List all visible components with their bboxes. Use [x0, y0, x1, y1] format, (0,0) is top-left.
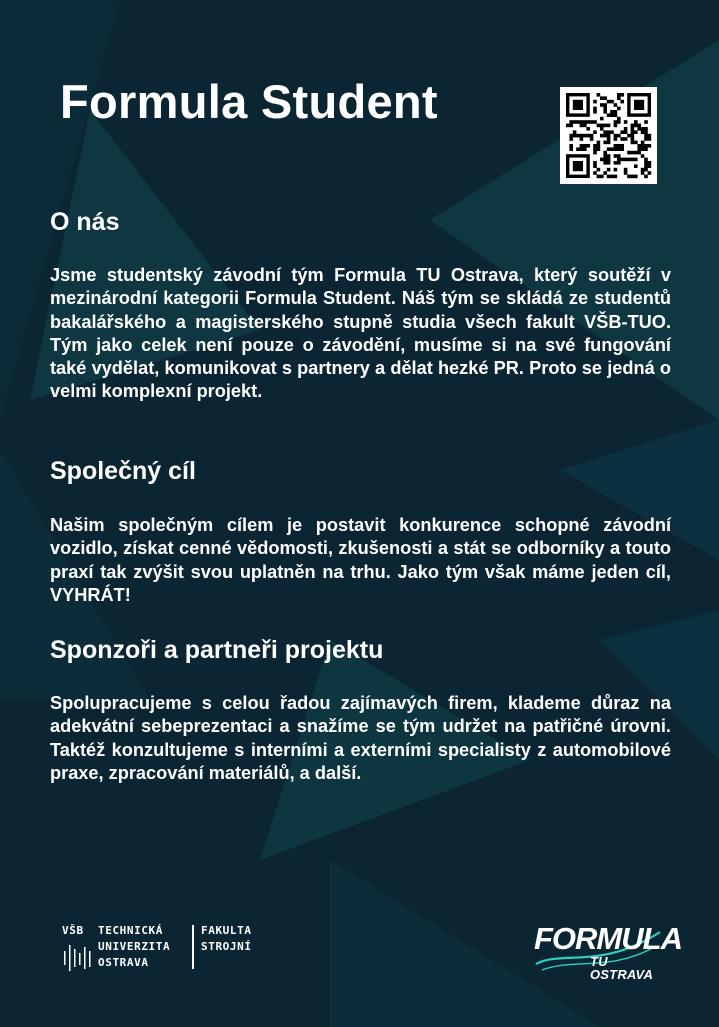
section-heading-sponsors: Sponzoři a partneři projektu: [50, 636, 384, 664]
section-heading-goal: Společný cíl: [50, 457, 196, 485]
formula-logo-word: FORMULA: [534, 921, 682, 956]
section-heading-about: O nás: [50, 208, 120, 236]
vsb-logo-line2: UNIVERZITA: [98, 940, 171, 953]
vsb-bars-icon: [64, 945, 92, 971]
page-title: Formula Student: [60, 75, 438, 128]
qr-code-icon: [560, 87, 657, 184]
section-text-goal: Našim společným cílem je postavit konkurence schopné závodní vozidlo, získat cenné vědomosti, zkušenosti a stát se odborníky a touto praxí tak zvýšit svou uplatněn na trhu. Jako tým však máme jeden cíl, VYHRÁT!: [50, 515, 671, 605]
section-text-about: Jsme studentský závodní tým Formula TU Ostrava, který soutěží v mezinárodní kategorii Formula Student. Náš tým se skládá ze studentů bakalářského a magisterského stupně studia všech fakult VŠB-TUO. Tým jako celek není pouze o závodění, musíme si na své fungování také vydělat, komunikovat s partnery a dělat hezké PR. Proto se jedná o velmi komplexní projekt.: [50, 265, 671, 402]
vsb-logo-line3: OSTRAVA: [98, 956, 149, 969]
vsb-logo-divider: [192, 925, 194, 969]
formula-logo-sub: TU OSTRAVA: [590, 954, 654, 982]
section-text-sponsors: Spolupracujeme s celou řadou zajímavých firem, klademe důraz na adekvátní sebeprezentaci a snažíme se tým udržet na patřičné úrovni. Taktéž konzultujeme s interními a externími specialisty z automobilové praxe, zpracování materiálů, a další.: [50, 693, 671, 783]
vsb-logo-line1: TECHNICKÁ: [98, 924, 164, 937]
faculty-line2: STROJNÍ: [201, 940, 252, 953]
vsb-logo-abbr: VŠB: [62, 924, 84, 937]
faculty-line1: FAKULTA: [201, 924, 252, 937]
formula-tu-ostrava-logo: [532, 920, 682, 982]
